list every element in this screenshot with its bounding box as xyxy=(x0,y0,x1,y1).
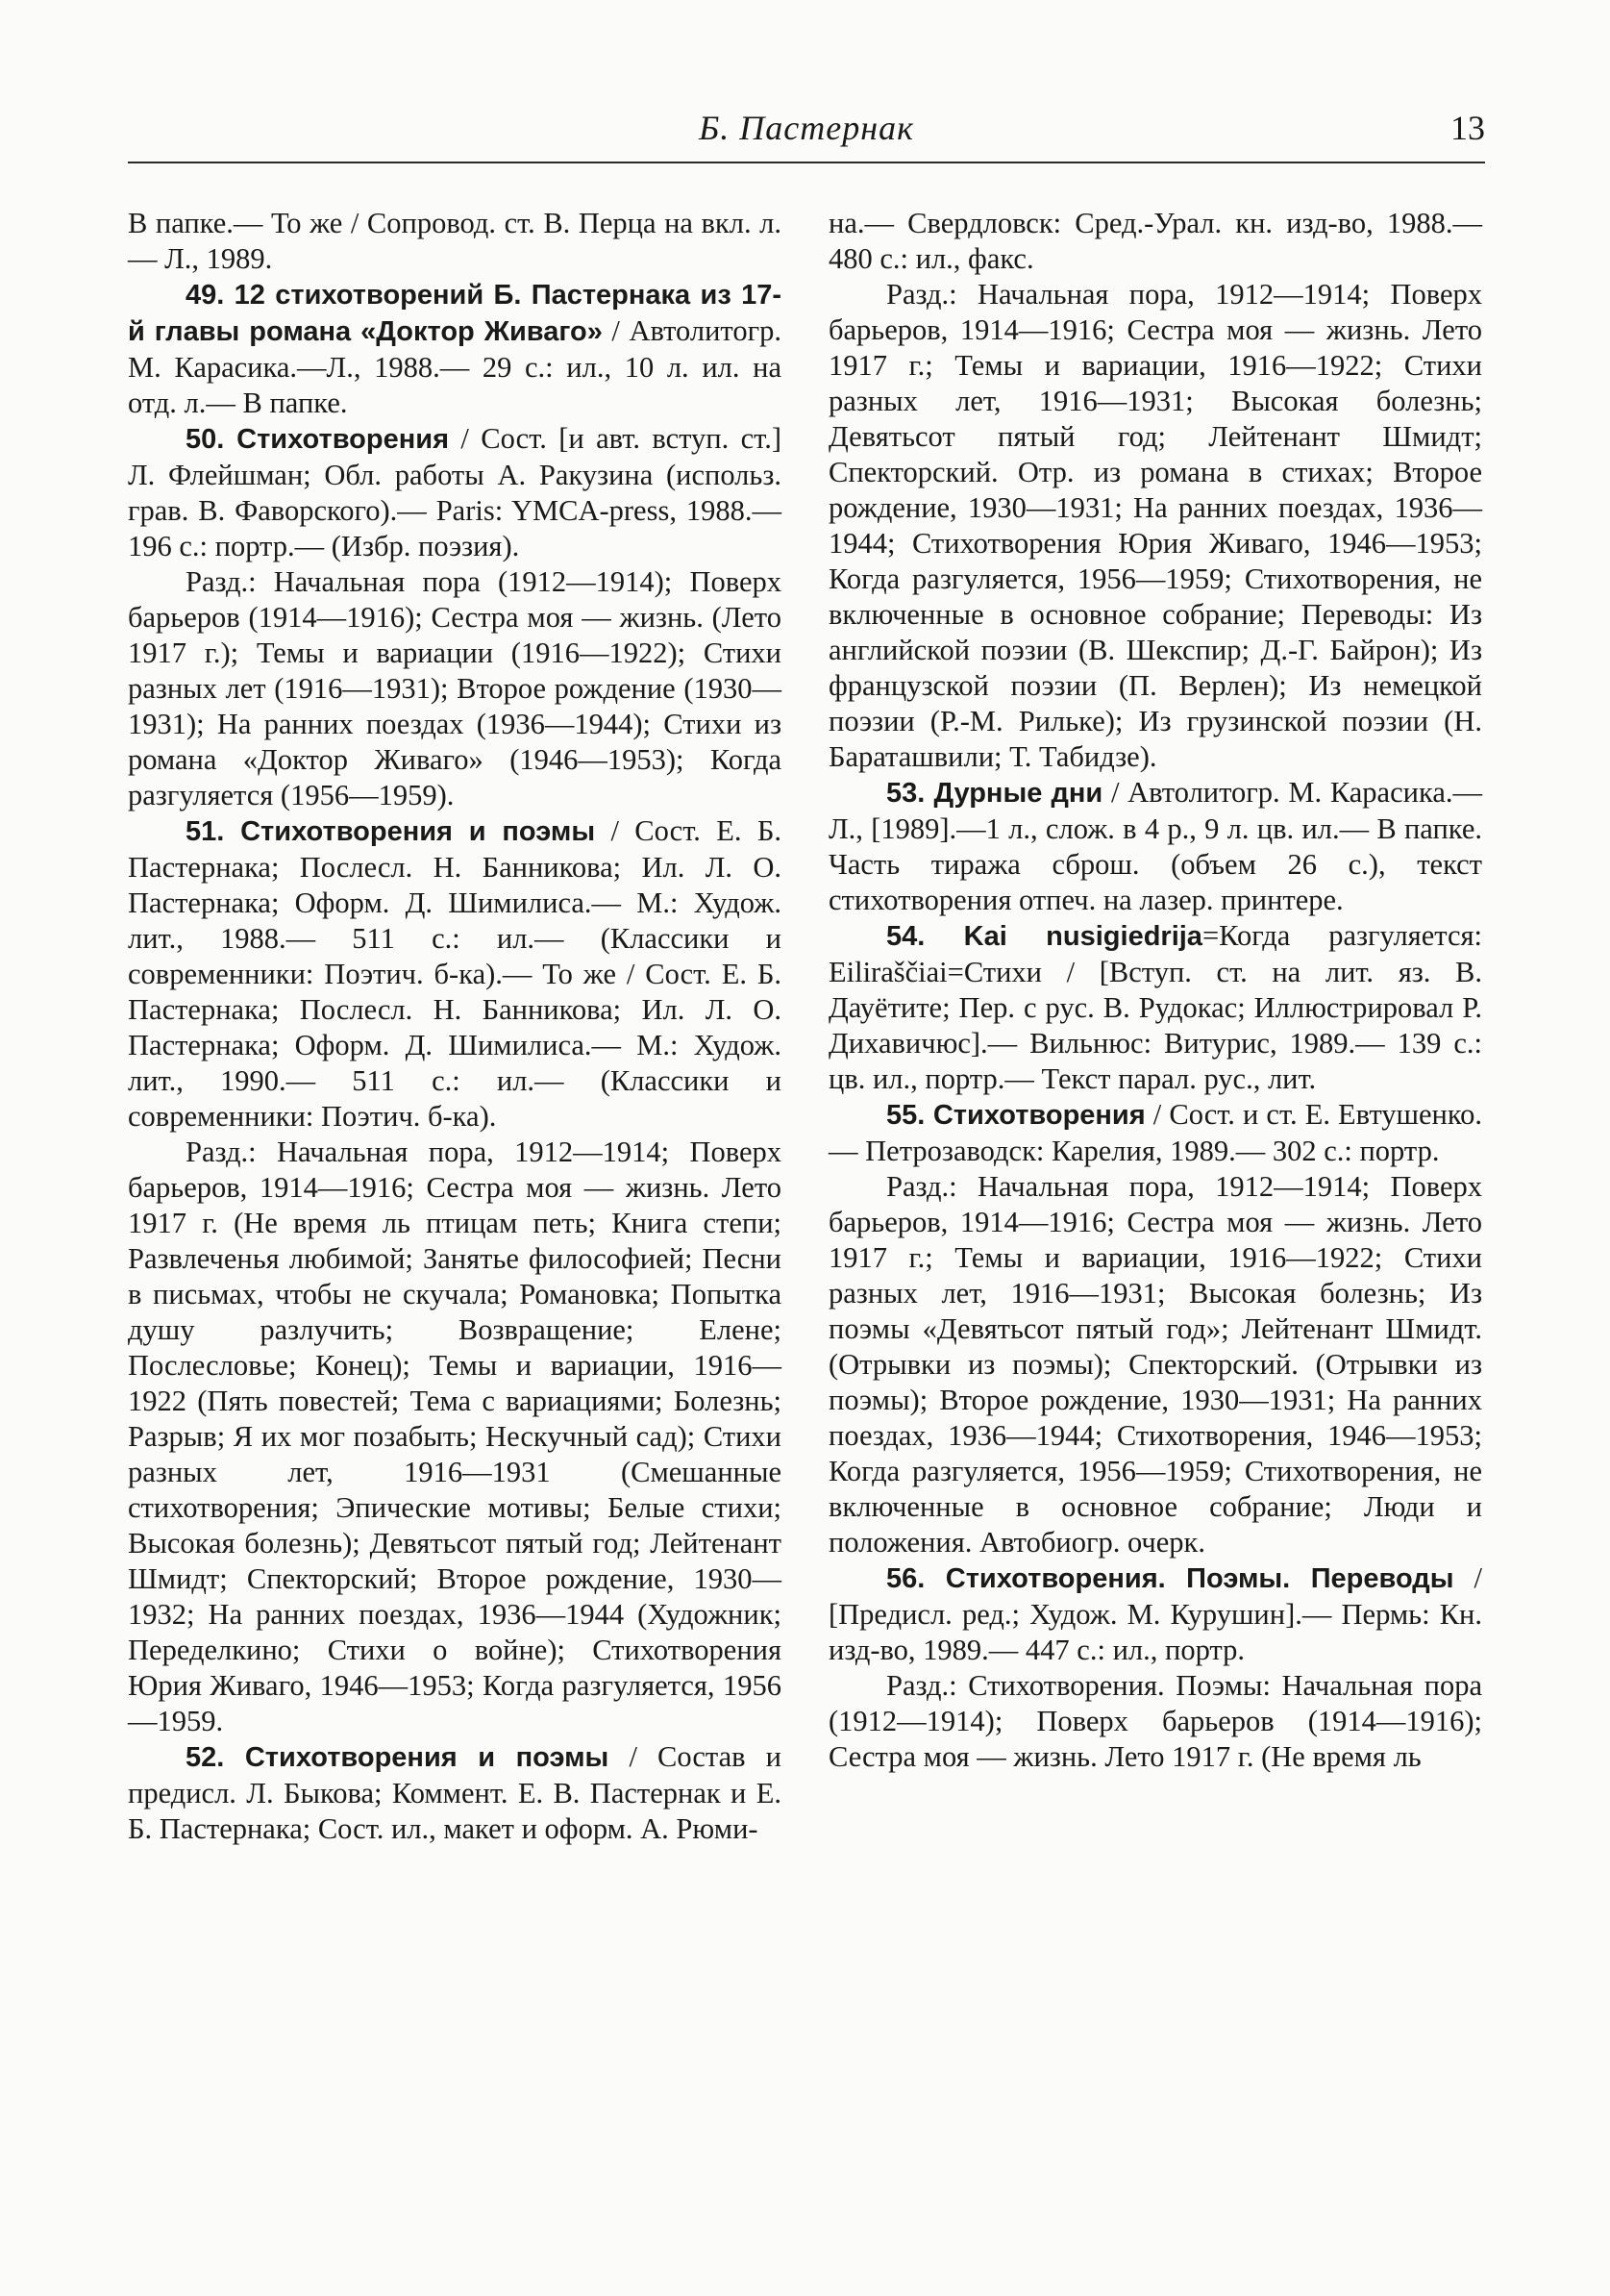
entry-text: Разд.: Стихотворения. Поэмы: Начальная пора (1912—1914); Поверх барьеров (1914—1916); Сестра моя — жизнь. Лето 1917 г. (Не время ль xyxy=(829,1669,1482,1773)
bibliography-entry xyxy=(829,277,1482,775)
page-number: 13 xyxy=(1450,109,1485,147)
bibliography-entry xyxy=(128,564,781,813)
entry-heading: 50. Стихотворения xyxy=(186,424,449,455)
entry-heading: 53. Дурные дни xyxy=(886,778,1103,809)
bibliography-entry xyxy=(128,206,781,277)
entry-text: Разд.: Начальная пора (1912—1914); Поверх барьеров (1914—1916); Сестра моя — жизнь. (Лето 1917 г.); Темы и вариации (1916—1922); Стихи разных лет (1916—1931); Второе рождение (1930—1931); На ранних поездах (1936—1944); Стихи из романа «Доктор Живаго» (1946—1953); Когда разгуляется (1956—1959). xyxy=(128,565,781,811)
entry-heading: 49. 12 стихотворений Б. Пастернака из 17-й главы романа «Доктор Живаго» xyxy=(128,280,781,347)
entry-text: / Сост. Е. Б. Пастернака; Послесл. Н. Банникова; Ил. Л. О. Пастернака; Оформ. Д. Шимилиса.— М.: Худож. лит., 1988.— 511 с.: ил.— (Классики и современники: Поэтич. б-ка).— То же / Сост. Е. Б. Пастернака; Послесл. Н. Банникова; Ил. Л. О. Пастернака; Оформ. Д. Шимилиса.— М.: Худож. лит., 1990.— 511 с.: ил.— (Классики и современники: Поэтич. б-ка). xyxy=(128,814,781,1133)
entry-text: Разд.: Начальная пора, 1912—1914; Поверх барьеров, 1914—1916; Сестра моя — жизнь. Лето 1917 г.; Темы и вариации, 1916—1922; Стихи разных лет, 1916—1931; Высокая болезнь; Из поэмы «Девятьсот пятый год»; Лейтенант Шмидт. (Отрывки из поэмы); Спекторский. (Отрывки из поэмы); Второе рождение, 1930—1931; На ранних поездах, 1936—1944; Стихотворения, 1946—1953; Когда разгуляется, 1956—1959; Стихотворения, не включенные в основное собрание; Люди и положения. Автобиогр. очерк. xyxy=(829,1170,1482,1559)
bibliography-entry xyxy=(829,775,1482,918)
bibliography-entry xyxy=(829,1097,1482,1169)
entry-text: Разд.: Начальная пора, 1912—1914; Поверх барьеров, 1914—1916; Сестра моя — жизнь. Лето 1917 г.; Темы и вариации, 1916—1922; Стихи разных лет, 1916—1931; Высокая болезнь; Девятьсот пятый год; Лейтенант Шмидт; Спекторский. Отр. из романа в стихах; Второе рождение, 1930—1931; На ранних поездах, 1936—1944; Стихотворения Юрия Живаго, 1946—1953; Когда разгуляется, 1956—1959; Стихотворения, не включенные в основное собрание; Переводы: Из английской поэзии (В. Шекспир; Д.-Г. Байрон); Из французской поэзии (П. Верлен); Из немецкой поэзии (Р.-М. Рильке); Из грузинской поэзии (Н. Бараташвили; Т. Табидзе). xyxy=(829,278,1482,773)
bibliography-entry xyxy=(829,918,1482,1097)
entry-text: / Сост. [и авт. вступ. ст.] Л. Флейшман; Обл. работы А. Ракузина (использ. грав. В. Фаворского).— Paris: YMCA-press, 1988.— 196 с.: портр.— (Избр. поэзия). xyxy=(128,422,781,562)
bibliography-entry xyxy=(128,1135,781,1739)
entry-text: / Автолитогр. М. Карасика.—Л., 1988.— 29 с.: ил., 10 л. ил. на отд. л.— В папке. xyxy=(128,314,781,419)
bibliography-entry xyxy=(128,277,781,421)
bibliography-entry xyxy=(829,1560,1482,1668)
entry-text: Разд.: Начальная пора, 1912—1914; Поверх барьеров, 1914—1916; Сестра моя — жизнь. Лето 1917 г. (Не время ль птицам петь; Книга степи; Развлеченья любимой; Занятье философией; Песни в письмах, чтобы не скучала; Романовка; Попытка душу разлучить; Возвращение; Елене; Послесловье; Конец); Темы и вариации, 1916—1922 (Пять повестей; Тема с вариациями; Болезнь; Разрыв; Я их мог позабыть; Нескучный сад); Стихи разных лет, 1916—1931 (Смешанные стихотворения; Эпические мотивы; Белые стихи; Высокая болезнь); Девятьсот пятый год; Лейтенант Шмидт; Спекторский; Второе рождение, 1930—1932; На ранних поездах, 1936—1944 (Художник; Переделкино; Стихи о войне); Стихотворения Юрия Живаго, 1946—1953; Когда разгуляется, 1956—1959. xyxy=(128,1136,781,1737)
entry-text: / Автолитогр. М. Карасика.— Л., [1989].—1 л., слож. в 4 р., 9 л. цв. ил.— В папке. Часть тиража сброш. (объем 26 с.), текст стихотворения отпеч. на лазер. принтере. xyxy=(829,776,1482,916)
entry-text: В папке.— То же / Сопровод. ст. В. Перца на вкл. л.— Л., 1989. xyxy=(128,207,781,275)
left-column xyxy=(128,206,781,1847)
entry-heading: 51. Стихотворения и поэмы xyxy=(186,816,596,847)
entry-heading: 55. Стихотворения xyxy=(886,1100,1146,1131)
right-column xyxy=(829,206,1482,1775)
entry-heading: 52. Стихотворения и поэмы xyxy=(186,1742,609,1773)
entry-heading: 54. Kai nusigiedrija xyxy=(886,921,1202,952)
bibliography-entry xyxy=(128,813,781,1135)
page-header xyxy=(128,104,1485,163)
entry-text: на.— Свердловск: Сред.-Урал. кн. изд-во, 1988.— 480 с.: ил., факс. xyxy=(829,207,1482,275)
bibliography-entry xyxy=(128,421,781,564)
entry-text: =Когда разгуляется: Eiliraščiai=Стихи / [Вступ. ст. на лит. яз. В. Дауётите; Пер. с рус. В. Рудокас; Иллюстрировал Р. Дихавичюс].— Вильнюс: Витурис, 1989.— 139 с.: цв. ил., портр.— Текст парал. рус., лит. xyxy=(829,919,1482,1095)
entry-heading: 56. Стихотворения. Поэмы. Переводы xyxy=(886,1563,1454,1594)
bibliography-entry xyxy=(829,1169,1482,1560)
bibliography-entry xyxy=(829,206,1482,277)
bibliography-entry xyxy=(829,1668,1482,1775)
bibliography-entry xyxy=(128,1739,781,1847)
entry-text: / [Предисл. ред.; Худож. М. Курушин].— Пермь: Кн. изд-во, 1989.— 447 с.: ил., портр. xyxy=(829,1561,1482,1666)
running-title: Б. Пастернак xyxy=(699,109,914,147)
entry-text: / Сост. и ст. Е. Евтушенко.— Петрозаводск: Карелия, 1989.— 302 с.: портр. xyxy=(829,1098,1482,1167)
entry-text: / Состав и предисл. Л. Быкова; Коммент. Е. В. Пастернак и Е. Б. Пастернака; Сост. ил., макет и оформ. А. Рюми- xyxy=(128,1740,781,1845)
